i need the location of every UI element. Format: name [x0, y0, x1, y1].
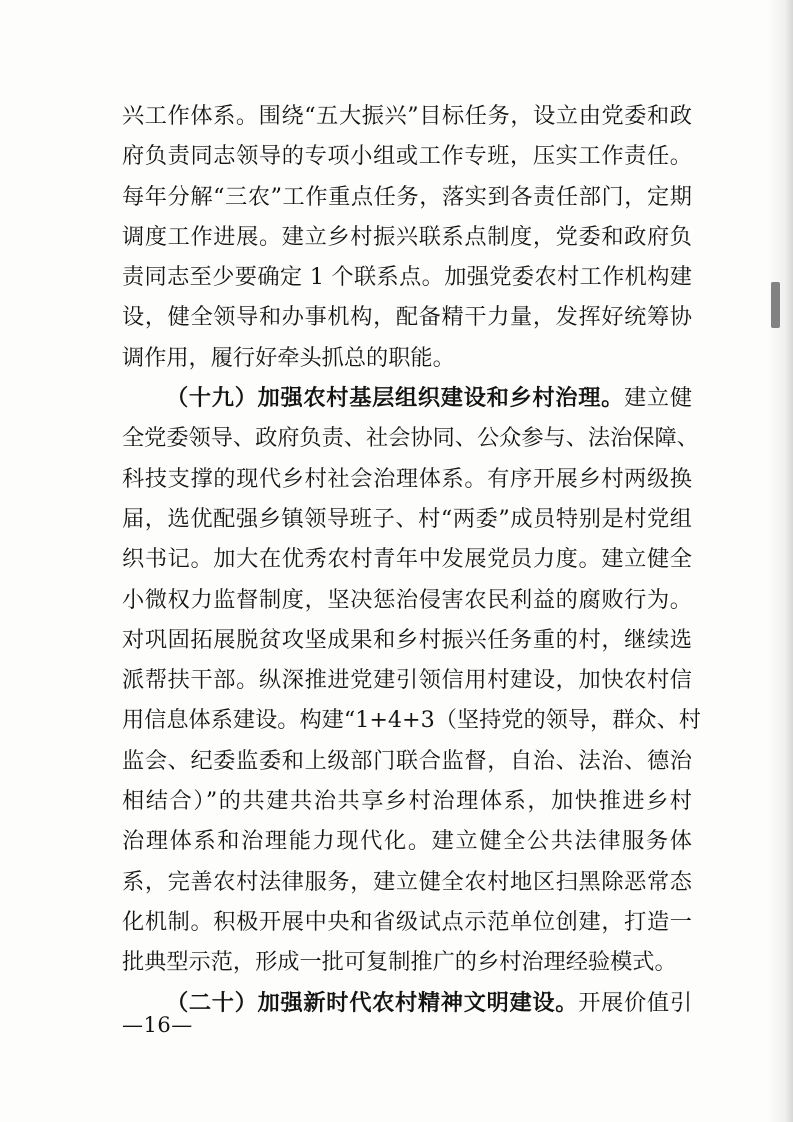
scan-edge-shadow	[767, 0, 793, 1122]
text-line: 相结合）”的共建共治共享乡村治理体系，加快推进乡村	[122, 788, 692, 815]
text-line: 监会、纪委监委和上级部门联合监督，自治、法治、德治	[122, 747, 692, 774]
scan-binding-mark	[771, 282, 780, 328]
text-line: 调作用，履行好牵头抓总的职能。	[122, 344, 455, 371]
text-line: 届，选优配强乡镇领导班子、村“两委”成员特别是村党组	[122, 505, 692, 532]
text-line: 责同志至少要确定 1 个联系点。加强党委农村工作机构建	[122, 264, 692, 291]
section-19-heading: （十九）加强农村基层组织建设和乡村治理。	[166, 385, 625, 412]
text-line: 化机制。积极开展中央和省级试点示范单位创建，打造一	[122, 908, 692, 935]
text-line: 小微权力监督制度，坚决惩治侵害农民利益的腐败行为。	[122, 586, 692, 613]
body-text	[122, 96, 701, 1023]
text-line: 织书记。加大在优秀农村青年中发展党员力度。建立健全	[122, 546, 692, 573]
text-line: 用信息体系建设。构建“1+4+3（坚持党的领导，群众、村	[122, 707, 701, 734]
page-number: —16—	[122, 1013, 193, 1037]
text-line: 对巩固拓展脱贫攻坚成果和乡村振兴任务重的村，继续选	[122, 626, 692, 653]
text-line: 派帮扶干部。纵深推进党建引领信用村建设，加快农村信	[122, 667, 692, 694]
section-19-first-line	[122, 378, 692, 418]
text-line: 府负责同志领导的专项小组或工作专班，压实工作责任。	[122, 143, 692, 170]
text-line: 兴工作体系。围绕“五大振兴”目标任务，设立由党委和政	[122, 103, 692, 129]
section-20-first-line-text: 开展价值引	[578, 989, 693, 1016]
text-line: 每年分解“三农”工作重点任务，落实到各责任部门，定期	[122, 183, 692, 210]
text-line: 全党委领导、政府负责、社会协同、公众参与、法治保障、	[122, 425, 699, 452]
text-line: 治理体系和治理能力现代化。建立健全公共法律服务体	[122, 828, 692, 855]
text-line: 系，完善农村法律服务，建立健全农村地区扫黑除恶常态	[122, 868, 692, 895]
text-line: 批典型示范，形成一批可复制推广的乡村治理经验模式。	[122, 949, 677, 976]
text-line: 调度工作进展。建立乡村振兴联系点制度，党委和政府负	[122, 223, 692, 250]
section-20-first-line	[122, 983, 692, 1023]
text-line: 科技支撑的现代乡村社会治理体系。有序开展乡村两级换	[122, 465, 692, 492]
section-19-first-line-text: 建立健	[624, 385, 693, 412]
text-line: 设，健全领导和办事机构，配备精干力量，发挥好统筹协	[122, 304, 692, 331]
section-20-heading: （二十）加强新时代农村精神文明建设。	[166, 989, 579, 1016]
